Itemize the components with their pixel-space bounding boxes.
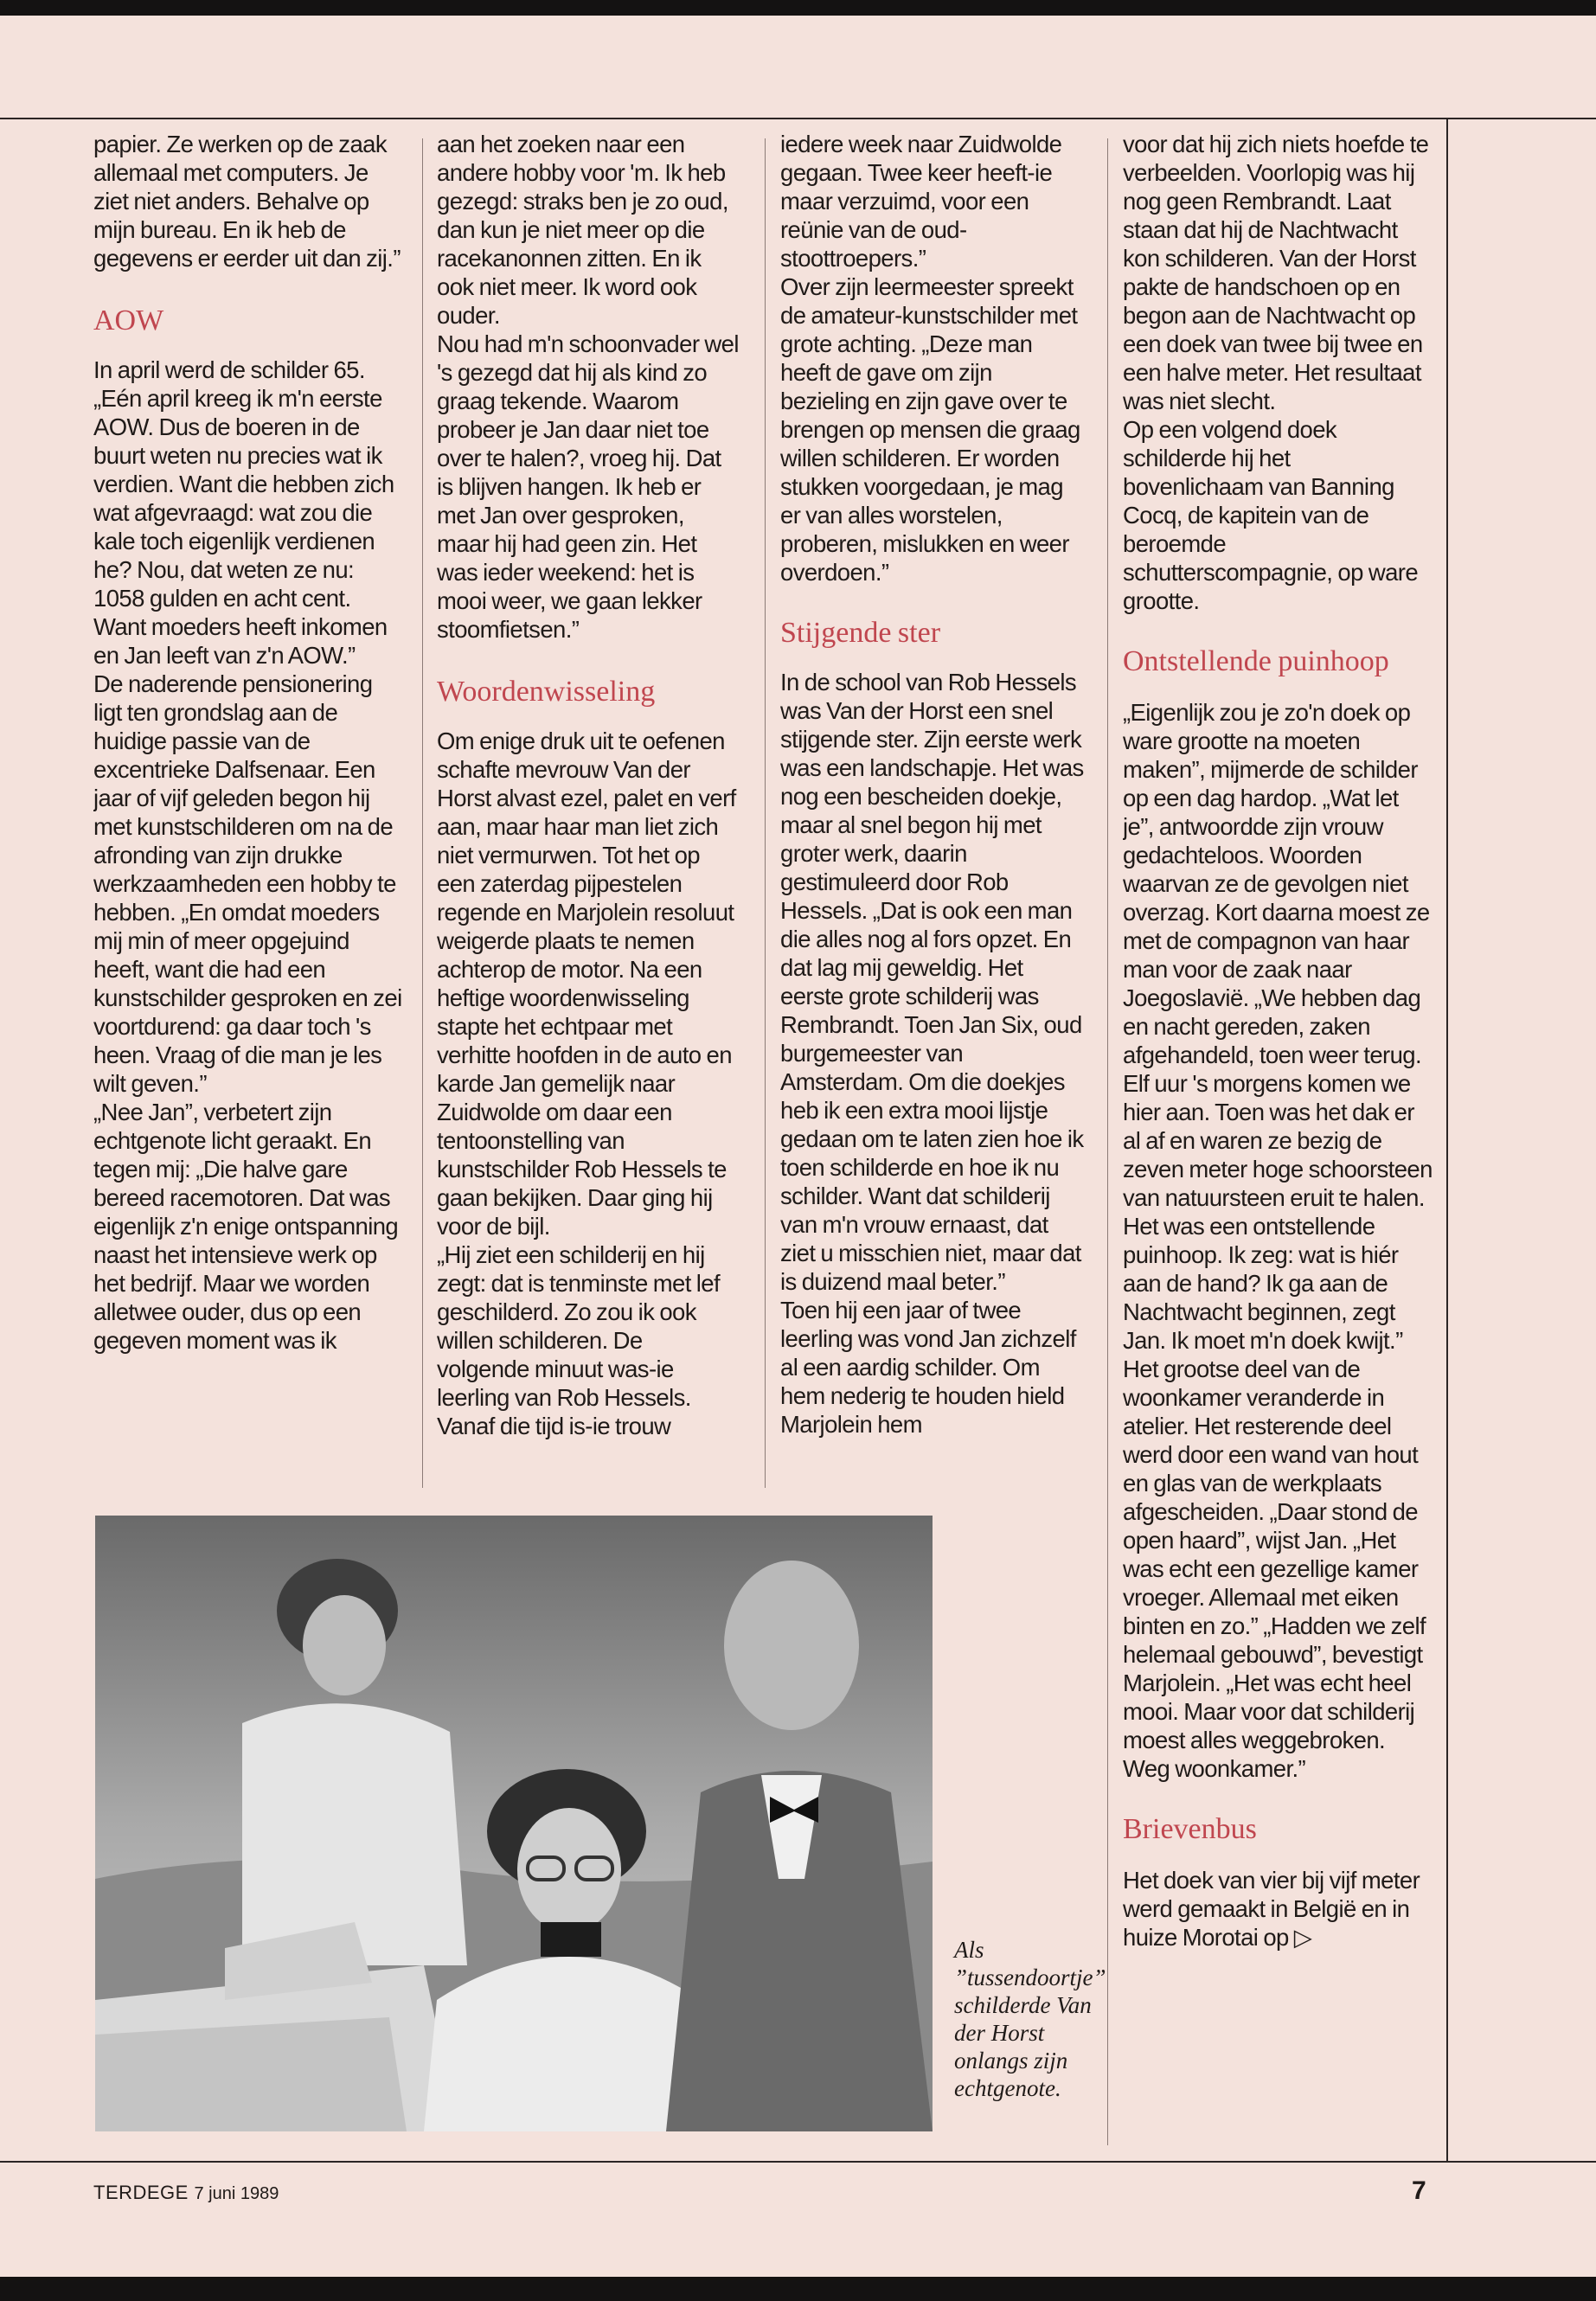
- article-column-4: [1123, 130, 1434, 2145]
- article-column-2: [437, 130, 740, 1497]
- paragraph: „Eigenlijk zou je zo'n doek op ware grootte na moeten maken”, mijmerde de schilder op een dag hardop. „Wat let je”, antwoordde zijn vrouw gedachteloos. Woorden waarvan ze de gevolgen niet overzag. Kort daarna moest ze met de compagnon van haar man voor de zaak naar Joegoslavië. „We hebben dag en nacht gereden, zaken afgehandeld, toen weer terug. Elf uur 's morgens komen we hier aan. Toen was het dak er al af en waren ze bezig de zeven meter hoge schoorsteen van natuursteen eruit te halen. Het was een ontstellende puinhoop. Ik zeg: wat is hiér aan de hand? Ik ga aan de Nachtwacht beginnen, zegt Jan. Ik moet m'n doek kwijt.”: [1123, 699, 1433, 1354]
- right-rule: [1446, 118, 1448, 2163]
- article-column-3: [780, 130, 1085, 1497]
- publication-name: TERDEGE: [93, 2182, 189, 2203]
- paragraph: Over zijn leermeester spreekt de amateur-kunstschilder met grote achting. „Deze man heeft de gave om zijn bezieling en zijn gave over te brengen op mensen die graag willen schilderen. Er worden stukken voorgedaan, je mag er van alles worstelen, proberen, mislukken en weer overdoen.”: [780, 273, 1080, 586]
- paragraph: Op een volgend doek schilderde hij het bovenlichaam van Banning Cocq, de kapitein van de beroemde schutterscompagnie, op ware grootte.: [1123, 416, 1419, 614]
- column-divider: [765, 138, 766, 1488]
- section-heading-woordenwisseling: Woordenwisseling: [437, 676, 656, 708]
- paragraph: Toen hij een jaar of twee leerling was vond Jan zichzelf al een aardig schilder. Om hem nederig te houden hield Marjolein hem: [780, 1297, 1076, 1438]
- paragraph: Het doek van vier bij vijf meter werd gemaakt in België en in huize Morotai op ▷: [1123, 1867, 1420, 1951]
- bottom-border: [0, 2277, 1596, 2301]
- paragraph: In de school van Rob Hessels was Van der Horst een snel stijgende ster. Zijn eerste werk was een landschapje. Het was nog een bescheiden doekje, maar al snel begon hij met groter werk, daarin gestimuleerd door Rob Hessels. „Dat is ook een man die alles nog al fors opzet. En dat lag mij geweldig. Het eerste grote schilderij was Rembrandt. Toen Jan Six, oud burgemeester van Amsterdam. Om die doekjes heb ik een extra mooi lijstje gedaan om te laten zien hoe ik toen schilderde en hoe ik nu schilder. Want dat schilderij van m'n vrouw ernaast, dat ziet u misschien niet, maar dat is duizend maal beter.”: [780, 669, 1084, 1295]
- section-heading-brievenbus: Brievenbus: [1123, 1813, 1257, 1845]
- top-border: [0, 0, 1596, 16]
- top-rule: [0, 118, 1596, 119]
- paragraph: Het grootse deel van de woonkamer veranderde in atelier. Het resterende deel werd door een wand van hout en glas van de werkplaats afgescheiden. „Daar stond de open haard”, wijst Jan. „Het was echt een gezellige kamer vroeger. Allemaal met eiken binten en zo.” „Hadden we zelf helemaal gebouwd”, bevestigt Marjolein. „Het was echt heel mooi. Maar voor dat schilderij moest alles weggebroken. Weg woonkamer.”: [1123, 1356, 1426, 1782]
- paragraph: Om enige druk uit te oefenen schafte mevrouw Van der Horst alvast ezel, palet en verf aan, maar haar man liet zich niet vermurwen. Tot het op een zaterdag pijpestelen regende en Marjolein resoluut weigerde plaats te nemen achterop de motor. Na een heftige woordenwisseling stapte het echtpaar met verhitte hoofden in de auto en karde Jan gemelijk naar Zuidwolde om daar een tentoonstelling van kunstschilder Rob Hessels te gaan bekijken. Daar ging hij voor de bijl.: [437, 727, 736, 1240]
- photo-illustration: [95, 1516, 933, 2131]
- section-heading-ontstellende-puinhoop: Ontstellende puinhoop: [1123, 645, 1389, 677]
- column-divider: [422, 138, 423, 1488]
- photo-caption: Als ”tussendoortje” schilderde Van der Horst onlangs zijn echtgenote.: [954, 1937, 1106, 2101]
- paragraph: „Hij ziet een schilderij en hij zegt: dat is tenminste met lef geschilderd. Zo zou ik ook willen schilderen. De volgende minuut was-ie leerling van Rob Hessels. Vanaf die tijd is-ie trouw: [437, 1241, 721, 1439]
- paragraph: papier. Ze werken op de zaak allemaal met computers. Je ziet niet anders. Behalve op mijn bureau. En ik heb de gegevens er eerder uit dan zij.”: [93, 131, 401, 272]
- paragraph: In april werd de schilder 65. „Eén april kreeg ik m'n eerste AOW. Dus de boeren in de buurt weten nu precies wat ik verdien. Want die hebben zich wat afgevraagd: wat zou die kale toch eigenlijk verdienen he? Nou, dat weten ze nu: 1058 gulden en acht cent. Want moeders heeft inkomen en Jan leeft van z'n AOW.”: [93, 356, 394, 669]
- paragraph: „Nee Jan”, verbetert zijn echtgenote licht geraakt. En tegen mij: „Die halve gare bereed racemotoren. Dat was eigenlijk z'n enige ontspanning naast het intensieve werk op het bedrijf. Maar we worden alletwee ouder, dus op een gegeven moment was ik: [93, 1099, 399, 1354]
- bottom-rule: [0, 2161, 1596, 2163]
- footer-publication: [93, 2182, 279, 2204]
- column-divider: [1107, 138, 1108, 2145]
- photo-painter-and-wife: [95, 1516, 933, 2131]
- paragraph: aan het zoeken naar een andere hobby voor 'm. Ik heb gezegd: straks ben je zo oud, dan kun je niet meer op die racekanonnen zitten. En ik ook niet meer. Ik word ook ouder.: [437, 131, 728, 329]
- paragraph: Nou had m'n schoonvader wel 's gezegd dat hij als kind zo graag tekende. Waarom probeer je Jan daar niet toe over te halen?, vroeg hij. Dat is blijven hangen. Ik heb er met Jan over gesproken, maar hij had geen zin. Het was ieder weekend: het is mooi weer, we gaan lekker stoomfietsen.”: [437, 330, 739, 643]
- paragraph: iedere week naar Zuidwolde gegaan. Twee keer heeft-ie maar verzuimd, voor een reünie van de oud-stoottroepers.”: [780, 131, 1062, 272]
- section-heading-aow: AOW: [93, 304, 164, 336]
- page-number: 7: [1412, 2176, 1426, 2205]
- paragraph: De naderende pensionering ligt ten grondslag aan de huidige passie van de excentrieke Dalfsenaar. Een jaar of vijf geleden begon hij met kunstschilderen om na de afronding van zijn drukke werkzaamheden een hobby te hebben. „En omdat moeders mij min of meer opgejuind heeft, want die had een kunstschilder gesproken en zei voortdurend: ga daar toch 's heen. Vraag of die man je les wilt geven.”: [93, 670, 402, 1097]
- issue-date: 7 juni 1989: [194, 2184, 279, 2203]
- paragraph: voor dat hij zich niets hoefde te verbeelden. Voorlopig was hij nog geen Rembrandt. Laat staan dat hij de Nachtwacht kon schilderen. Van der Horst pakte de handschoen op en begon aan de Nachtwacht op een doek van twee bij twee en een halve meter. Het resultaat was niet slecht.: [1123, 131, 1429, 414]
- section-heading-stijgende-ster: Stijgende ster: [780, 617, 941, 649]
- article-column-1: [93, 130, 405, 1497]
